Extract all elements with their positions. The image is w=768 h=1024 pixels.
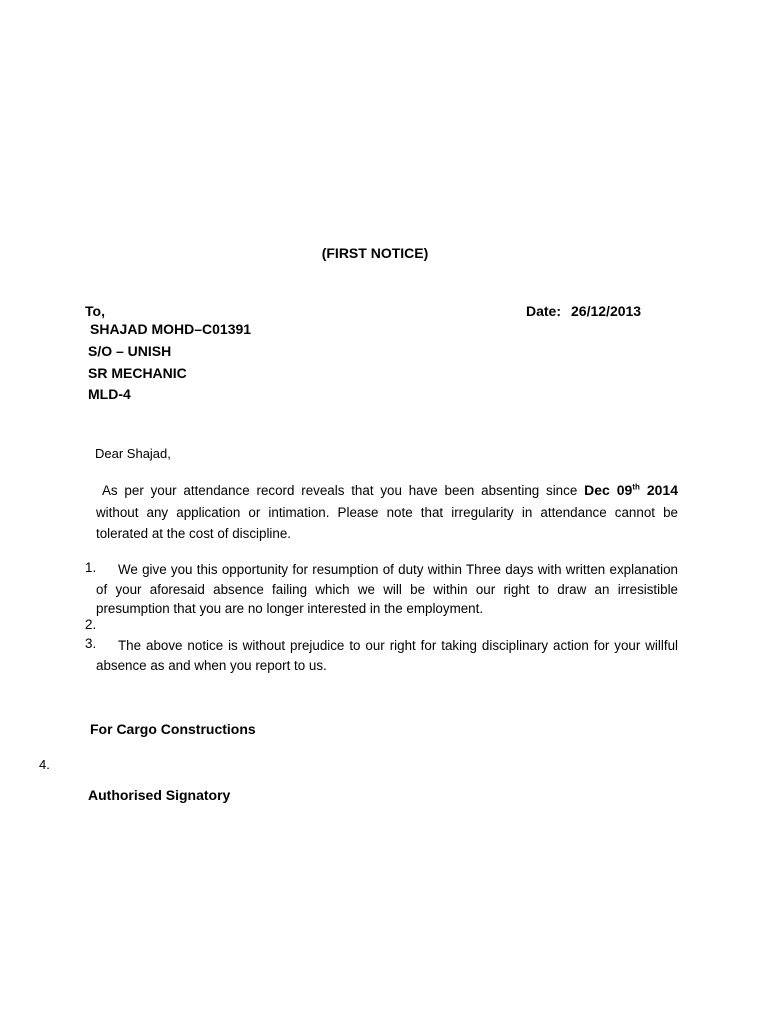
list-item-number: 4. bbox=[39, 757, 50, 772]
recipient-designation: SR MECHANIC bbox=[88, 365, 187, 381]
absence-date-day: Dec 09 bbox=[584, 482, 633, 498]
date-label: Date: bbox=[526, 303, 562, 319]
paragraph-text-start: As per your attendance record reveals that you have been absenting since bbox=[102, 483, 585, 498]
list-item bbox=[85, 560, 678, 619]
list-item-number: 1. bbox=[85, 560, 97, 575]
recipient-unit: MLD-4 bbox=[88, 386, 131, 402]
authorised-signatory: Authorised Signatory bbox=[88, 787, 231, 803]
notice-title: (FIRST NOTICE) bbox=[321, 245, 429, 261]
company-line: For Cargo Constructions bbox=[90, 721, 256, 737]
list-item bbox=[85, 636, 678, 675]
list-item-text: We give you this opportunity for resumption of duty within Three days with written explanation of your aforesaid absence failing which we will be within our right to draw an irresistible presumption that you are no longer interested in the employment. bbox=[96, 562, 678, 616]
list-item-text: The above notice is without prejudice to our right for taking disciplinary action for your willful absence as and when you report to us. bbox=[96, 638, 678, 673]
recipient-name: SHAJAD MOHD–C01391 bbox=[90, 321, 252, 337]
list-item-number: 3. bbox=[85, 636, 97, 651]
to-label: To, bbox=[85, 303, 105, 319]
salutation: Dear Shajad, bbox=[95, 446, 171, 461]
date-value: 26/12/2013 bbox=[571, 303, 642, 319]
date-line bbox=[526, 303, 641, 319]
absence-date-suffix: th bbox=[632, 482, 640, 492]
list-item-number: 2. bbox=[85, 617, 97, 632]
recipient-parent: S/O – UNISH bbox=[88, 343, 172, 359]
paragraph-text-end: without any application or intimation. Please note that irregularity in attendance cannot be tolerated at the cost of discipline. bbox=[96, 504, 678, 541]
body-paragraph bbox=[96, 480, 678, 545]
absence-date-year: 2014 bbox=[639, 482, 678, 498]
